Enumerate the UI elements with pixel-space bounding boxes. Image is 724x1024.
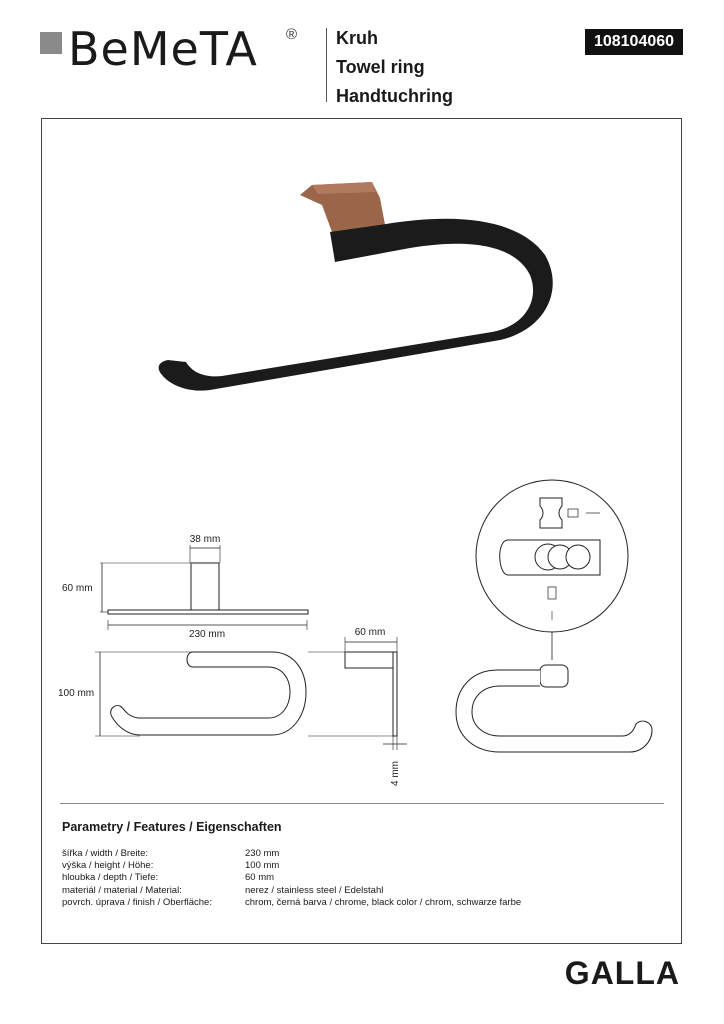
side-view	[308, 637, 407, 750]
dim-label-60-side: 60 mm	[354, 627, 386, 638]
product-name-de: Handtuchring	[336, 86, 453, 106]
param-value: nerez / stainless steel / Edelstahl	[245, 884, 384, 896]
param-label: hloubka / depth / Tiefe:	[62, 872, 159, 884]
dim-label-230: 230 mm	[188, 629, 226, 640]
parameters-title: Parametry / Features / Eigenschaften	[62, 820, 282, 834]
param-label: výška / height / Höhe:	[62, 860, 154, 872]
section-divider	[60, 803, 664, 804]
dim-label-100: 100 mm	[58, 688, 95, 699]
installation-detail	[456, 480, 652, 752]
param-label: povrch. úprava / finish / Oberfläche:	[62, 896, 212, 908]
series-name: GALLA	[564, 955, 680, 991]
product-illustration	[159, 182, 553, 391]
product-code-badge: 108104060	[585, 29, 683, 55]
dim-label-60-top: 60 mm	[62, 583, 93, 594]
param-label: šířka / width / Breite:	[62, 848, 149, 859]
product-name-cs: Kruh	[336, 28, 378, 48]
registered-mark: ®	[286, 26, 298, 43]
front-view	[95, 545, 308, 736]
dim-label-38: 38 mm	[189, 534, 221, 545]
param-value: 60 mm	[245, 872, 275, 884]
dim-label-4: 4 mm	[390, 761, 401, 786]
product-name-en: Towel ring	[336, 57, 425, 77]
param-label: materiál / material / Material:	[62, 884, 182, 896]
param-value: 100 mm	[245, 860, 280, 872]
logo-text: BeMeTA	[68, 22, 258, 76]
param-value: 230 mm	[245, 848, 280, 859]
towel-ring-body	[159, 219, 553, 391]
param-value: chrom, černá barva / chrome, black color / chrom, schwarze farbe	[245, 896, 522, 908]
